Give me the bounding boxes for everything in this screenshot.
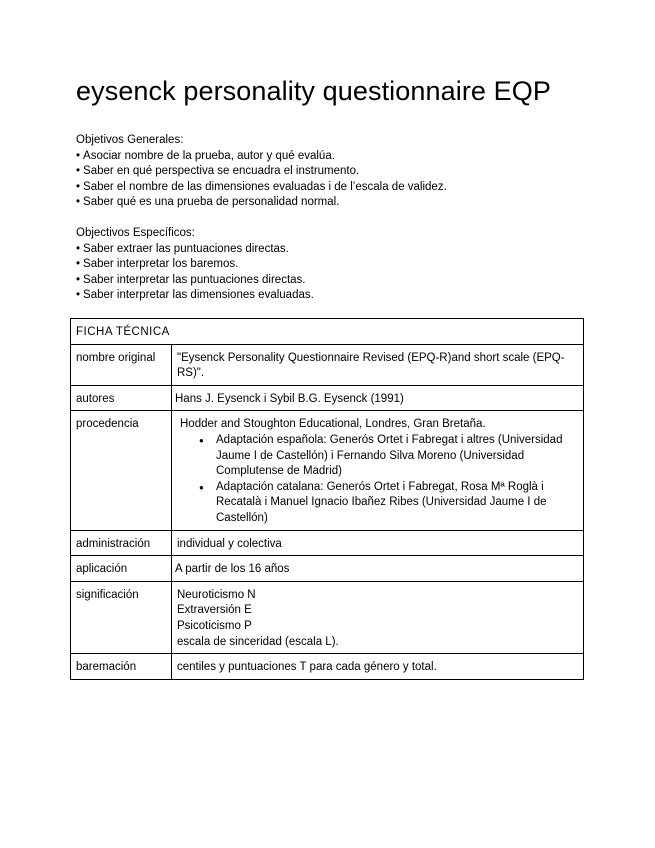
row-label: aplicación	[71, 556, 172, 582]
objetivos-especificos-list	[76, 242, 314, 304]
significacion-line: Psicoticismo P	[177, 619, 252, 632]
list-item: • Saber interpretar los baremos.	[76, 257, 314, 273]
row-value	[172, 411, 584, 530]
table-row	[71, 556, 584, 582]
table-row	[71, 581, 584, 653]
row-value	[172, 385, 584, 411]
procedencia-list	[177, 433, 578, 527]
ficha-tecnica-table	[70, 318, 584, 680]
significacion-line: escala de sinceridad (escala L).	[177, 635, 339, 648]
aplicacion-value: A partir de los 16 años	[175, 563, 290, 576]
row-value: centiles y puntuaciones T para cada género y total.	[172, 654, 584, 680]
row-label: nombre original	[71, 344, 172, 385]
row-value: "Eysenck Personality Questionnaire Revised (EPQ-R)and short scale (EPQ-RS)".	[172, 344, 584, 385]
row-value: individual y colectiva	[172, 530, 584, 556]
table-row	[71, 319, 584, 345]
row-label: significación	[71, 581, 172, 653]
list-item: • Saber interpretar las puntuaciones directas.	[76, 273, 314, 289]
row-label: procedencia	[71, 411, 172, 530]
list-item: ● Adaptación española: Generós Ortet i Fabregat i altres (Universidad Jaume I de Castellón) i Fernando Silva Moreno (Universidad Complutense de Madrid)	[216, 433, 578, 480]
list-item: • Saber en qué perspectiva se encuadra el instrumento.	[76, 164, 447, 180]
significacion-line: Extraversión E	[177, 604, 252, 617]
table-row	[71, 385, 584, 411]
table-row	[71, 530, 584, 556]
objetivos-especificos	[76, 226, 314, 304]
table-row	[71, 344, 584, 385]
page-title: eysenck personality questionnaire EQP	[76, 76, 551, 106]
row-label: baremación	[71, 654, 172, 680]
list-item: • Saber el nombre de las dimensiones evaluadas i de l’escala de validez.	[76, 180, 447, 196]
objetivos-especificos-heading: Objectivos Específicos:	[76, 227, 195, 239]
procedencia-value: Hodder and Stoughton Educational, Londres, Gran Bretaña.	[180, 418, 486, 431]
list-item: ● Adaptación catalana: Generós Ortet i Fabregat, Rosa Mª Roglà i Recatalà i Manuel Ignacio Ibañez Ribes (Universidad Jaume I de Castellón)	[216, 480, 578, 527]
autores-value: Hans J. Eysenck i Sybil B.G. Eysenck (1991)	[175, 392, 404, 405]
list-item: • Asociar nombre de la prueba, autor y qué evalúa.	[76, 149, 447, 165]
row-value	[172, 581, 584, 653]
row-label: administración	[71, 530, 172, 556]
objetivos-generales-list	[76, 149, 447, 211]
list-item: • Saber qué es una prueba de personalidad normal.	[76, 195, 447, 211]
table-row	[71, 411, 584, 530]
objetivos-generales-heading: Objetivos Generales:	[76, 134, 184, 146]
row-label: autores	[71, 385, 172, 411]
objetivos-generales	[76, 133, 447, 211]
table-row	[71, 654, 584, 680]
row-value	[172, 556, 584, 582]
list-item: • Saber extraer las puntuaciones directas.	[76, 242, 314, 258]
list-item: • Saber interpretar las dimensiones evaluadas.	[76, 288, 314, 304]
ficha-tecnica-title: FICHA TÉCNICA	[71, 319, 584, 345]
significacion-line: Neuroticismo N	[177, 588, 256, 601]
